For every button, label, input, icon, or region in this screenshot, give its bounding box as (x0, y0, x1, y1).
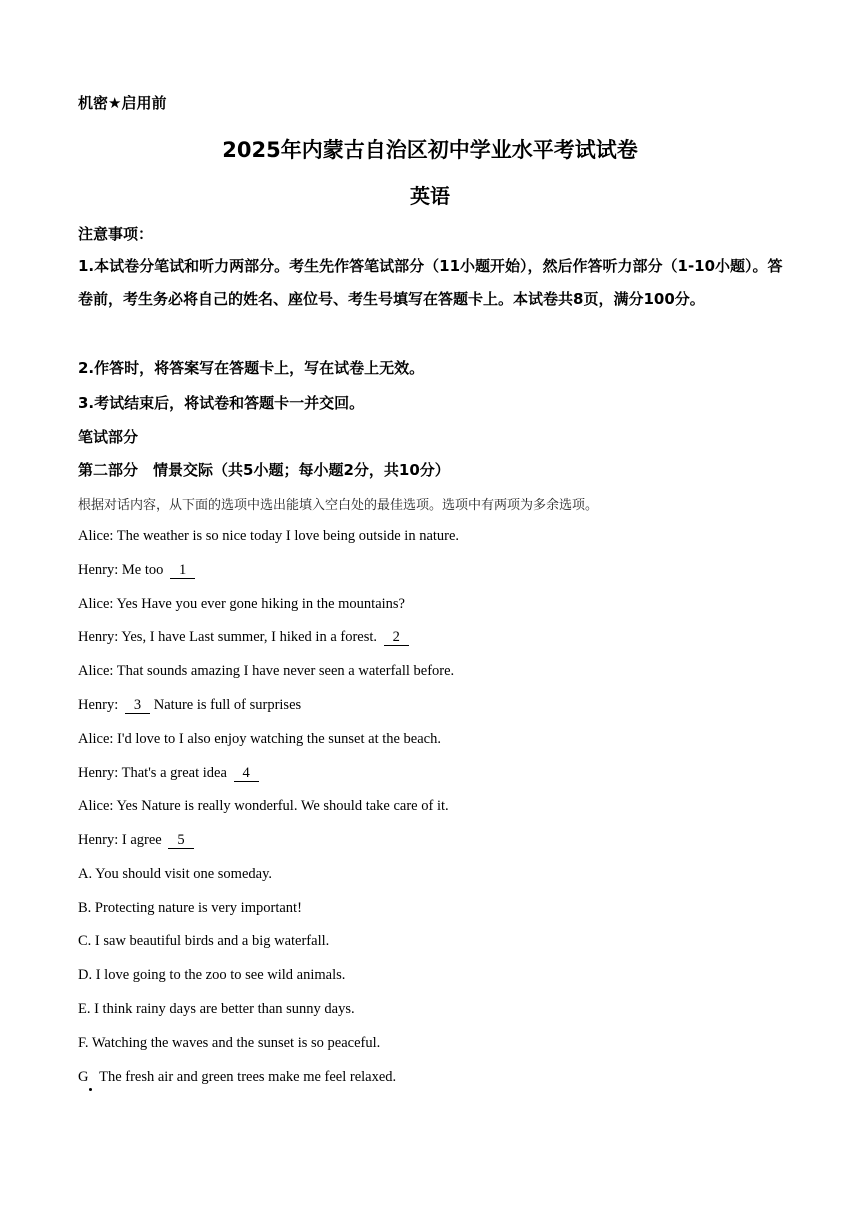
dialogue-text: Henry: Me too (78, 562, 164, 578)
dialogue-text-after: Nature is full of surprises (153, 697, 302, 713)
written-part-label: 笔试部分 (78, 428, 139, 446)
option-d: D. I love going to the zoo to see wild animals. (78, 967, 346, 983)
dialogue-text: Alice: That sounds amazing I have never seen a waterfall before. (78, 663, 455, 679)
answer-blank: 3 (125, 698, 150, 714)
notes-item-2: 2.作答时，将答案写在答题卡上，写在试卷上无效。 (78, 359, 425, 377)
dialogue-text: Alice: Yes Nature is really wonderful. We should take care of it. (78, 798, 449, 814)
answer-blank: 5 (168, 833, 193, 849)
dialogue-line (78, 765, 259, 782)
dialogue-line (78, 528, 459, 545)
option-g: G The fresh air and green trees make me feel relaxed. (78, 1069, 397, 1085)
subject-title: 英语 (410, 184, 450, 208)
dialogue-line (78, 663, 454, 680)
notes-item-1: 1.本试卷分笔试和听力两部分。考生先作答笔试部分（11小题开始），然后作答听力部分（1-10小题）。答卷前，考生务必将自己的姓名、座位号、考生号填写在答题卡上。本试卷共8页，满分100分。 (78, 257, 783, 308)
option-f: F. Watching the waves and the sunset is so peaceful. (78, 1035, 381, 1051)
dialogue-line (78, 697, 301, 714)
dialogue-line (78, 629, 409, 646)
option-a: A. You should visit one someday. (78, 866, 273, 882)
exam-title: 2025年内蒙古自治区初中学业水平考试试卷 (222, 138, 638, 162)
dialogue-text: Henry: Yes, I have Last summer, I hiked in a forest. (78, 629, 378, 645)
section-instruction: 根据对话内容，从下面的选项中选出能填入空白处的最佳选项。选项中有两项为多余选项。 (78, 498, 599, 513)
dialogue-line (78, 832, 194, 849)
dialogue-text: Alice: The weather is so nice today I love being outside in nature. (78, 528, 460, 544)
section-title: 第二部分 情景交际（共5小题；每小题2分，共10分） (78, 461, 450, 479)
dialogue-line (78, 798, 449, 815)
dialogue-text: Henry: (78, 697, 119, 713)
dialogue-text: Alice: Yes Have you ever gone hiking in the mountains? (78, 596, 405, 612)
dialogue-line (78, 731, 441, 748)
option-c: C. I saw beautiful birds and a big waterfall. (78, 933, 330, 949)
answer-blank: 2 (384, 630, 409, 646)
answer-blank: 4 (234, 766, 259, 782)
notes-item-3: 3.考试结束后，将试卷和答题卡一并交回。 (78, 394, 365, 412)
stray-dot (89, 1088, 92, 1091)
dialogue-text: Henry: I agree (78, 832, 162, 848)
option-e: E. I think rainy days are better than sunny days. (78, 1001, 355, 1017)
dialogue-text: Henry: That's a great idea (78, 765, 227, 781)
dialogue-line (78, 562, 195, 579)
confidential-label: 机密★启用前 (78, 94, 167, 112)
option-b: B. Protecting nature is very important! (78, 900, 302, 916)
dialogue-line (78, 596, 405, 613)
dialogue-text: Alice: I'd love to I also enjoy watching the sunset at the beach. (78, 731, 441, 747)
answer-blank: 1 (170, 563, 195, 579)
notes-heading: 注意事项： (78, 225, 154, 243)
